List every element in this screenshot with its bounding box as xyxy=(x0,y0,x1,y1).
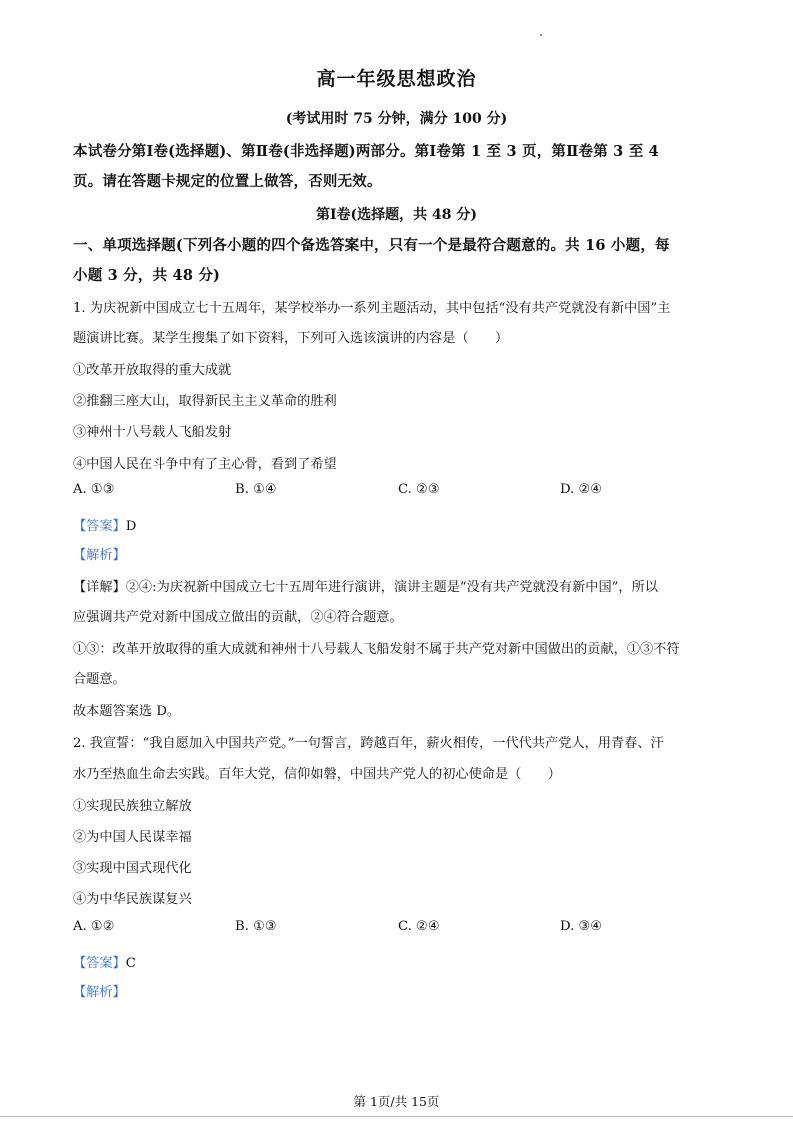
q1-stem-2: 题演讲比赛。某学生搜集了如下资料，下列可入选该演讲的内容是（ ） xyxy=(73,331,509,346)
q2-option-c: C. ②④ xyxy=(398,919,440,934)
q1-detail-3: ①③：改革开放取得的重大成就和神州十八号载人飞船发射不属于共产党对新中国做出的贡献，①③不符 xyxy=(73,642,680,657)
answer-value: C xyxy=(125,956,136,971)
exam-subtitle: (考试用时 75 分钟，满分 100 分) xyxy=(285,111,508,127)
q1-answer xyxy=(73,515,136,534)
q1-item-4: ④中国人民在斗争中有了主心骨，看到了希望 xyxy=(73,457,337,472)
section-instructions-1: 一、单项选择题(下列各小题的四个备选答案中，只有一个是最符合题意的。共 16 小题，每 xyxy=(73,237,670,254)
q1-detail-1 xyxy=(73,576,658,595)
section-title: 第Ⅰ卷(选择题，共 48 分) xyxy=(315,207,478,223)
q1-detail-2: 应强调共产党对新中国成立做出的贡献，②④符合题意。 xyxy=(73,610,403,625)
q2-option-b: B. ①③ xyxy=(235,919,277,934)
answer-value: D xyxy=(125,519,137,534)
q2-item-4: ④为中华民族谋复兴 xyxy=(73,892,192,907)
q1-item-2: ②推翻三座大山，取得新民主主义革命的胜利 xyxy=(73,394,337,409)
intro-line-1: 本试卷分第Ⅰ卷(选择题)、第Ⅱ卷(非选择题)两部分。第Ⅰ卷第 1 至 3 页，第Ⅱ卷第 3 至 4 xyxy=(73,143,659,160)
q1-option-b: B. ①④ xyxy=(235,482,277,497)
bottom-rule xyxy=(0,1116,793,1117)
analysis-label: 【解析】 xyxy=(73,548,126,563)
q2-answer xyxy=(73,952,136,971)
q2-analysis xyxy=(73,981,126,1000)
q1-analysis xyxy=(73,544,126,563)
detail-label: 【详解】 xyxy=(73,580,126,595)
analysis-label: 【解析】 xyxy=(73,985,126,1000)
q2-item-3: ③实现中国式现代化 xyxy=(73,861,192,876)
answer-label: 【答案】 xyxy=(73,519,126,534)
q1-item-3: ③神州十八号载人飞船发射 xyxy=(73,425,232,440)
q1-detail-4: 合题意。 xyxy=(73,672,126,687)
q2-stem-2: 水乃至热血生命去实践。百年大党，信仰如磐，中国共产党人的初心使命是（ ） xyxy=(73,767,561,782)
detail-text: ②④:为庆祝新中国成立七十五周年进行演讲，演讲主题是“没有共产党就没有新中国”，所以 xyxy=(125,580,658,595)
q2-option-a: A. ①② xyxy=(73,919,115,934)
intro-line-2: 页。请在答题卡规定的位置上做答，否则无效。 xyxy=(73,173,382,190)
q1-stem-1: 1. 为庆祝新中国成立七十五周年，某学校举办一系列主题活动，其中包括“没有共产党就没有新中国”主 xyxy=(73,301,671,316)
page-title: 高一年级思想政治 xyxy=(316,68,477,90)
answer-label: 【答案】 xyxy=(73,956,126,971)
page-number: 第 1页/共 15页 xyxy=(353,1094,440,1109)
q1-option-c: C. ②③ xyxy=(398,482,440,497)
q2-item-2: ②为中国人民谋幸福 xyxy=(73,830,192,845)
scan-dot xyxy=(540,34,542,36)
q1-option-a: A. ①③ xyxy=(73,482,115,497)
q1-conclusion: 故本题答案选 D。 xyxy=(73,704,181,719)
q2-stem-1: 2. 我宣誓：“我自愿加入中国共产党。”一句誓言，跨越百年，薪火相传，一代代共产党人，用青春、汗 xyxy=(73,736,664,751)
q1-item-1: ①改革开放取得的重大成就 xyxy=(73,363,232,378)
q2-item-1: ①实现民族独立解放 xyxy=(73,799,192,814)
q1-option-d: D. ②④ xyxy=(560,482,603,497)
section-instructions-2: 小题 3 分，共 48 分) xyxy=(73,267,221,284)
q2-option-d: D. ③④ xyxy=(560,919,603,934)
